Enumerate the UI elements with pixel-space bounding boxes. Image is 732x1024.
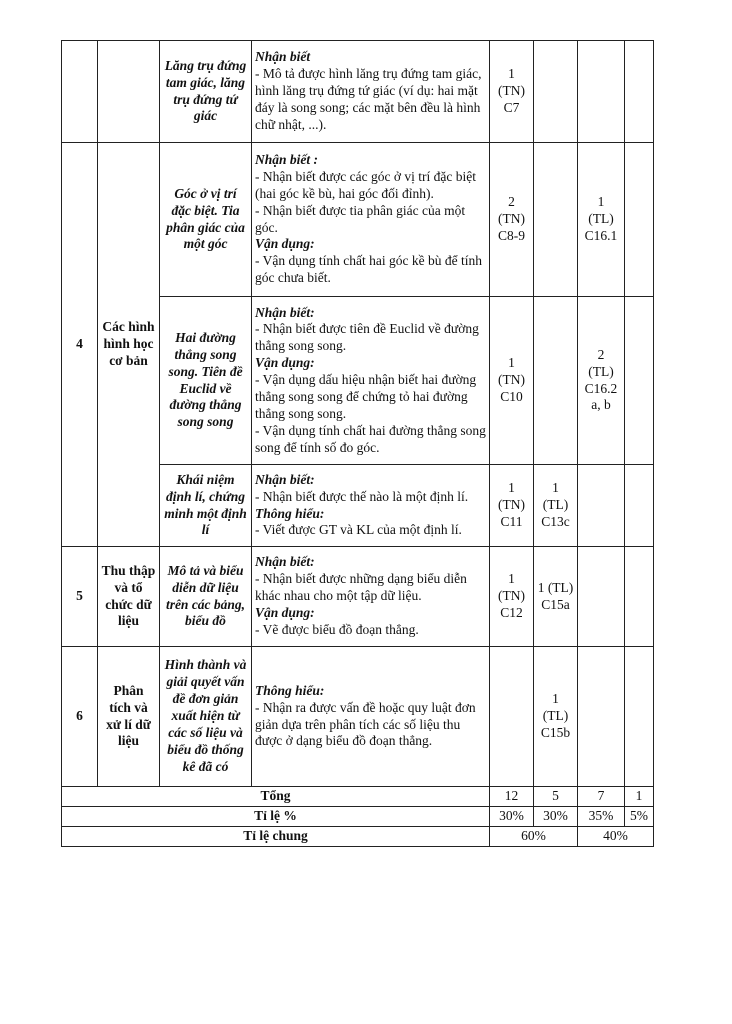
count-vd-cell bbox=[578, 465, 625, 547]
question-count-line: 1 bbox=[552, 480, 559, 496]
requirement-line: - Nhận biết được tiên đề Euclid về đường thẳng song song. bbox=[255, 321, 479, 354]
description-cell bbox=[252, 647, 490, 787]
question-count-line: C16.1 bbox=[584, 227, 618, 243]
requirement-line: - Vẽ được biểu đồ đoạn thẳng. bbox=[255, 621, 419, 637]
content-cell: Hai đường thẳng song song. Tiên đề Euclid về đường thẳng song song bbox=[160, 297, 252, 465]
requirement-line: - Viết được GT và KL của một định lí. bbox=[255, 522, 462, 538]
table-row bbox=[62, 41, 654, 143]
question-count-line: 1 bbox=[597, 194, 605, 210]
question-count-line: 2 bbox=[597, 346, 605, 362]
topic-number: 5 bbox=[62, 547, 98, 647]
overall-value: 40% bbox=[578, 826, 654, 846]
count-nb-cell bbox=[490, 465, 534, 547]
topic-cell-empty bbox=[98, 41, 160, 143]
count-th-cell bbox=[534, 143, 578, 297]
overall-label: Tỉ lệ chung bbox=[62, 826, 490, 846]
question-count-line: 1 (TL) bbox=[537, 579, 574, 595]
count-vdc-cell bbox=[625, 465, 654, 547]
question-count-line: 1 bbox=[508, 571, 515, 587]
total-value: 12 bbox=[490, 787, 534, 807]
description-cell bbox=[252, 41, 490, 143]
requirement-line: - Nhận biết được những dạng biểu diễn khác nhau cho một tập dữ liệu. bbox=[255, 571, 467, 604]
question-count-line: 1 bbox=[508, 66, 515, 82]
question-count-line: C15b bbox=[540, 724, 571, 740]
total-value: 1 bbox=[625, 787, 654, 807]
total-label: Tổng bbox=[62, 787, 490, 807]
count-vdc-cell bbox=[625, 297, 654, 465]
question-count-line: (TL) bbox=[588, 363, 614, 379]
count-th-cell bbox=[534, 41, 578, 143]
num-cell-empty bbox=[62, 41, 98, 143]
count-vd-cell bbox=[578, 41, 625, 143]
question-count-line: C16.2 bbox=[584, 380, 618, 396]
question-count-line: (TL) bbox=[542, 708, 569, 724]
count-vd-cell bbox=[578, 547, 625, 647]
question-count-line: C15a bbox=[541, 596, 570, 612]
count-th-cell bbox=[534, 465, 578, 547]
count-nb-cell bbox=[490, 143, 534, 297]
ratio-value: 5% bbox=[625, 806, 654, 826]
cognitive-level-heading: Vận dụng: bbox=[255, 355, 315, 371]
topic-name: Các hình hình học cơ bản bbox=[98, 143, 160, 547]
topic-name: Thu thập và tổ chức dữ liệu bbox=[98, 547, 160, 647]
content-cell: Lăng trụ đứng tam giác, lăng trụ đứng tứ giác bbox=[160, 41, 252, 143]
count-vdc-cell bbox=[625, 647, 654, 787]
count-nb-cell bbox=[490, 647, 534, 787]
table-row bbox=[62, 547, 654, 647]
description-cell bbox=[252, 297, 490, 465]
question-count-line: (TL) bbox=[542, 497, 569, 513]
cognitive-level-heading: Vận dụng: bbox=[255, 604, 315, 620]
cognitive-level-heading: Nhận biết: bbox=[255, 471, 315, 487]
count-vd-cell bbox=[578, 143, 625, 297]
ratio-value: 30% bbox=[534, 806, 578, 826]
cognitive-level-heading: Thông hiểu: bbox=[255, 682, 325, 698]
content-cell: Khái niệm định lí, chứng minh một định lí bbox=[160, 465, 252, 547]
question-count-line: (TN) bbox=[498, 588, 525, 604]
count-vd-cell bbox=[578, 647, 625, 787]
overall-value: 60% bbox=[490, 826, 578, 846]
question-count-line: (TN) bbox=[498, 497, 525, 513]
total-row bbox=[62, 787, 654, 807]
spec-matrix-table bbox=[61, 40, 654, 847]
question-count-line: a, b bbox=[591, 397, 611, 413]
count-vdc-cell bbox=[625, 143, 654, 297]
requirement-line: - Nhận biết được tia phân giác của một góc. bbox=[255, 202, 466, 235]
cognitive-level-heading: Nhận biết: bbox=[255, 554, 315, 570]
question-count-line: 1 bbox=[508, 355, 515, 371]
count-th-cell bbox=[534, 547, 578, 647]
requirement-line: - Vận dụng dấu hiệu nhận biết hai đường thẳng song song để chứng tỏ hai đường thẳng song song. bbox=[255, 372, 477, 421]
requirement-line: - Nhận biết được các góc ở vị trí đặc biệt (hai góc kề bù, hai góc đối đỉnh). bbox=[255, 168, 477, 201]
description-cell bbox=[252, 465, 490, 547]
question-count-line: C12 bbox=[500, 604, 523, 620]
count-vdc-cell bbox=[625, 547, 654, 647]
question-count-line: (TN) bbox=[498, 372, 525, 388]
count-vd-cell bbox=[578, 297, 625, 465]
ratio-row bbox=[62, 806, 654, 826]
cognitive-level-heading: Thông hiểu: bbox=[255, 505, 325, 521]
requirement-line: - Vận dụng tính chất hai góc kề bù để tính góc chưa biết. bbox=[255, 253, 482, 286]
total-value: 7 bbox=[578, 787, 625, 807]
ratio-label: Tỉ lệ % bbox=[62, 806, 490, 826]
requirement-line: - Vận dụng tính chất hai đường thẳng song song để tính số đo góc. bbox=[255, 422, 486, 455]
question-count-line: 2 bbox=[508, 194, 515, 210]
requirement-line: - Mô tả được hình lăng trụ đứng tam giác, hình lăng trụ đứng tứ giác (ví dụ: hai mặt đáy là song song; các mặt bên đều là hình chữ nhật, ...). bbox=[255, 66, 482, 132]
ratio-value: 35% bbox=[578, 806, 625, 826]
question-count-line: (TN) bbox=[498, 211, 525, 227]
count-th-cell bbox=[534, 297, 578, 465]
requirement-line: - Nhận biết được thế nào là một định lí. bbox=[255, 488, 469, 504]
content-cell: Hình thành và giải quyết vấn đề đơn giản xuất hiện từ các số liệu và biểu đồ thống kê đã có bbox=[160, 647, 252, 787]
cognitive-level-heading: Nhận biết bbox=[255, 49, 311, 65]
question-count-line: (TL) bbox=[588, 211, 614, 227]
count-nb-cell bbox=[490, 547, 534, 647]
topic-number: 4 bbox=[62, 143, 98, 547]
topic-number: 6 bbox=[62, 647, 98, 787]
question-count-line: C11 bbox=[500, 513, 523, 529]
table-row bbox=[62, 143, 654, 297]
ratio-value: 30% bbox=[490, 806, 534, 826]
total-value: 5 bbox=[534, 787, 578, 807]
question-count-line: C8-9 bbox=[498, 227, 525, 243]
content-cell: Mô tả và biểu diễn dữ liệu trên các bảng, biểu đồ bbox=[160, 547, 252, 647]
question-count-line: C7 bbox=[503, 99, 520, 115]
count-vdc-cell bbox=[625, 41, 654, 143]
question-count-line: 1 bbox=[552, 691, 559, 707]
count-nb-cell bbox=[490, 297, 534, 465]
topic-name: Phân tích và xử lí dữ liệu bbox=[98, 647, 160, 787]
cognitive-level-heading: Vận dụng: bbox=[255, 236, 315, 252]
content-cell: Góc ở vị trí đặc biệt. Tia phân giác của một góc bbox=[160, 143, 252, 297]
description-cell bbox=[252, 143, 490, 297]
count-th-cell bbox=[534, 647, 578, 787]
question-count-line: C13c bbox=[541, 513, 570, 529]
cognitive-level-heading: Nhận biết : bbox=[255, 152, 319, 167]
requirement-line: - Nhận ra được vấn đề hoặc quy luật đơn giản dựa trên phân tích các số liệu thu được ở dạng biểu đồ đoạn thẳng. bbox=[255, 699, 476, 749]
cognitive-level-heading: Nhận biết: bbox=[255, 304, 315, 320]
question-count-line: 1 bbox=[508, 480, 515, 496]
question-count-line: C10 bbox=[500, 388, 523, 404]
overall-row bbox=[62, 826, 654, 846]
count-nb-cell bbox=[490, 41, 534, 143]
question-count-line: (TN) bbox=[498, 83, 525, 99]
description-cell bbox=[252, 547, 490, 647]
table-row bbox=[62, 647, 654, 787]
